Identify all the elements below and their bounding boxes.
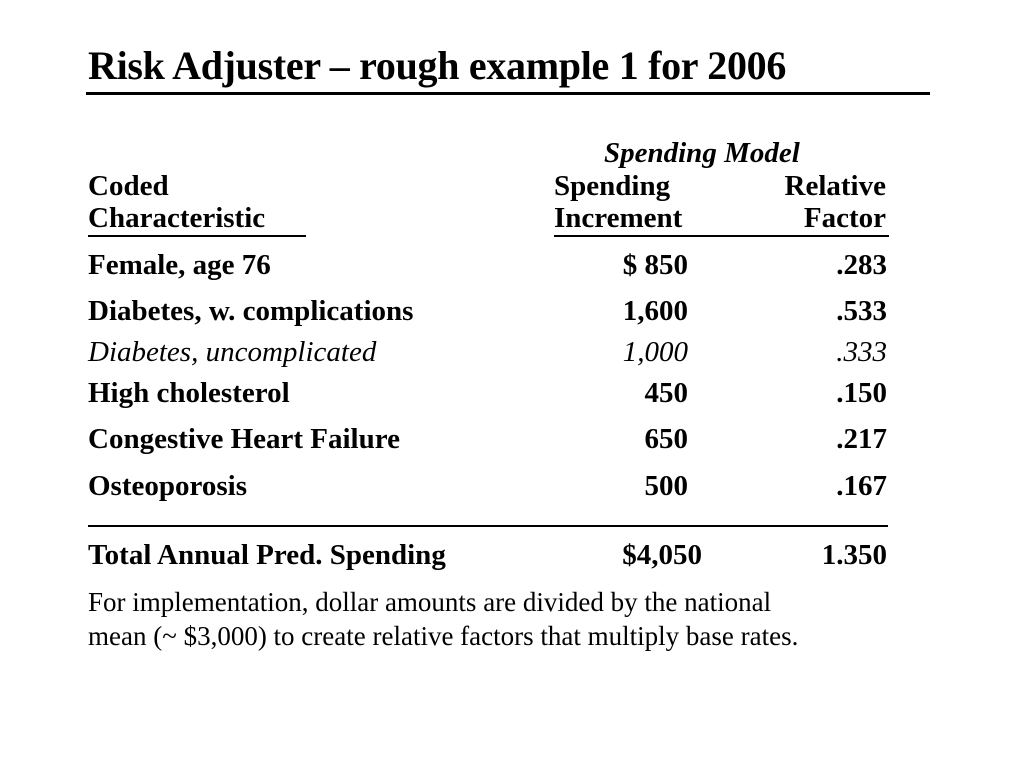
note-line-2: mean (~ $3,000) to create relative factors that multiply base rates. <box>88 621 799 651</box>
row-increment: 500 <box>644 470 688 502</box>
row-label: Congestive Heart Failure <box>88 423 400 455</box>
total-increment: $4,050 <box>622 539 702 571</box>
row-label: Osteoporosis <box>88 470 247 502</box>
header-coded: Coded <box>88 170 169 202</box>
table-row <box>88 376 888 410</box>
total-factor: 1.350 <box>821 539 887 571</box>
header-relative: Relative <box>784 170 886 202</box>
row-factor: .333 <box>836 336 887 368</box>
implementation-note <box>88 585 938 653</box>
table-row <box>88 469 888 503</box>
row-factor: .533 <box>836 295 887 327</box>
row-increment: 1,000 <box>622 336 688 368</box>
row-factor: .150 <box>836 377 887 409</box>
header-characteristic: Characteristic <box>88 202 266 234</box>
row-label: High cholesterol <box>88 377 290 409</box>
table-row <box>88 422 888 456</box>
header-underline-model <box>554 235 889 237</box>
row-increment: 450 <box>644 377 688 409</box>
row-increment: 650 <box>644 423 688 455</box>
header-underline-characteristic <box>88 235 306 237</box>
table-row <box>88 294 888 328</box>
sum-rule <box>88 525 888 527</box>
row-factor: .217 <box>836 423 887 455</box>
row-label: Diabetes, w. complications <box>88 295 414 327</box>
row-increment: $ 850 <box>622 249 688 281</box>
note-line-1: For implementation, dollar amounts are divided by the national <box>88 587 772 617</box>
total-row <box>88 538 888 572</box>
title-underline <box>86 92 930 95</box>
row-label: Diabetes, uncomplicated <box>88 336 377 368</box>
header-spending: Spending <box>554 170 671 202</box>
row-label: Female, age 76 <box>88 249 271 281</box>
table-row <box>88 248 888 282</box>
total-label: Total Annual Pred. Spending <box>88 539 446 571</box>
spending-model-header: Spending Model <box>604 137 800 169</box>
row-increment: 1,600 <box>622 295 688 327</box>
row-factor: .283 <box>836 249 887 281</box>
header-factor: Factor <box>803 202 886 234</box>
slide-title: Risk Adjuster – rough example 1 for 2006 <box>88 43 787 88</box>
table-row <box>88 335 888 369</box>
row-factor: .167 <box>836 470 887 502</box>
header-increment: Increment <box>554 202 683 234</box>
